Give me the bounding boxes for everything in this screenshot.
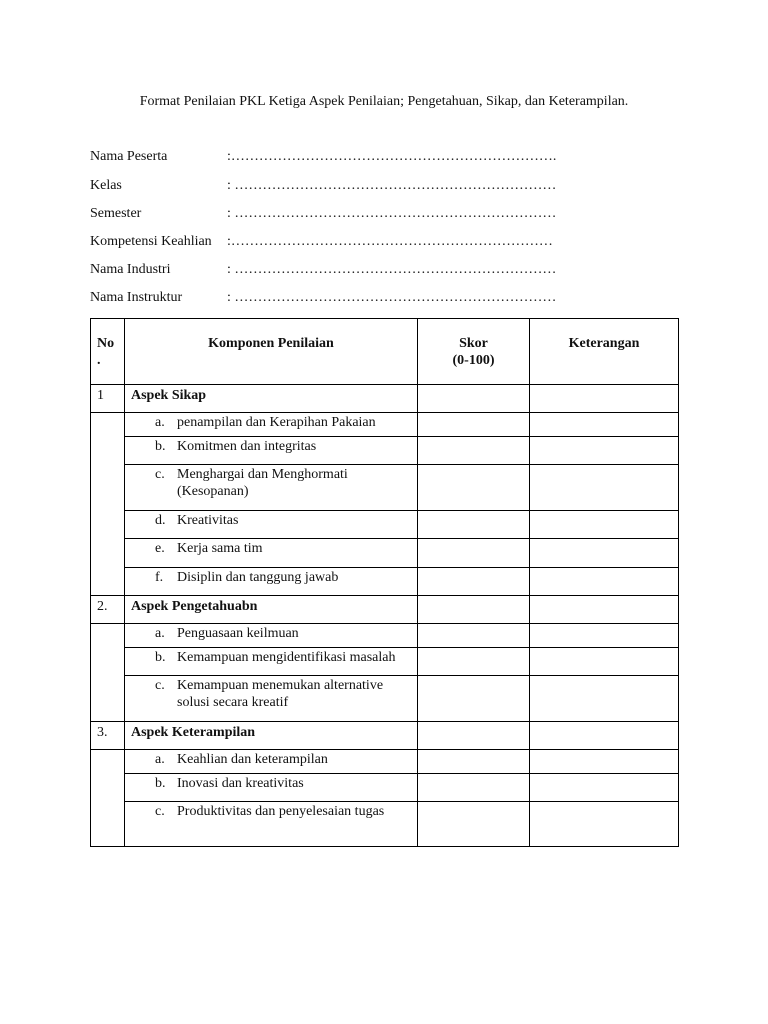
- field-value: :…………………………………………………………….: [227, 149, 557, 164]
- table-row: [91, 413, 679, 437]
- header-skor: Skor (0-100): [418, 319, 530, 385]
- item-letter: b.: [155, 776, 166, 791]
- section-title: Aspek Keterampilan: [125, 722, 418, 750]
- score-cell[interactable]: [418, 802, 530, 847]
- score-cell[interactable]: [418, 596, 530, 624]
- item-letter: a.: [155, 415, 165, 430]
- note-cell[interactable]: [530, 539, 679, 568]
- section-row-sikap: [91, 385, 679, 413]
- item-letter: c.: [155, 467, 165, 482]
- note-cell[interactable]: [530, 750, 679, 774]
- item-cell: [125, 413, 418, 437]
- item-text: Kerja sama tim: [177, 541, 263, 556]
- score-cell[interactable]: [418, 750, 530, 774]
- item-text: Keahlian dan keterampilan: [177, 752, 328, 767]
- field-nama-peserta: [90, 148, 556, 166]
- field-kompetensi-keahlian: [90, 233, 553, 251]
- field-label: Kompetensi Keahlian: [90, 234, 212, 249]
- table-row: [91, 437, 679, 465]
- header-keterangan: Keterangan: [530, 319, 679, 385]
- section-title: Aspek Sikap: [125, 385, 418, 413]
- section-number: 1: [91, 385, 125, 413]
- field-value: :……………………………………………………………: [227, 234, 553, 249]
- item-cell: [125, 750, 418, 774]
- section-row-pengetahuan: [91, 596, 679, 624]
- score-cell[interactable]: [418, 385, 530, 413]
- section-number: 3.: [91, 722, 125, 750]
- note-cell[interactable]: [530, 596, 679, 624]
- score-cell[interactable]: [418, 774, 530, 802]
- item-text: Kreativitas: [177, 513, 239, 528]
- no-cell: [91, 624, 125, 722]
- no-cell: [91, 413, 125, 596]
- table-row: [91, 568, 679, 596]
- item-text: penampilan dan Kerapihan Pakaian: [177, 415, 376, 430]
- item-letter: f.: [155, 570, 164, 585]
- field-nama-industri: [90, 261, 556, 279]
- item-letter: b.: [155, 439, 166, 454]
- item-text: Produktivitas dan penyelesaian tugas: [177, 804, 385, 819]
- note-cell[interactable]: [530, 413, 679, 437]
- note-cell[interactable]: [530, 568, 679, 596]
- item-text: Inovasi dan kreativitas: [177, 776, 304, 791]
- item-text: Menghargai dan Menghormati (Kesopanan): [177, 467, 348, 499]
- item-text: Disiplin dan tanggung jawab: [177, 570, 339, 585]
- score-cell[interactable]: [418, 676, 530, 722]
- item-letter: e.: [155, 541, 165, 556]
- field-value: : ……………………………………………………………: [227, 290, 557, 305]
- item-text: Kemampuan menemukan alternative solusi secara kreatif: [177, 678, 384, 710]
- field-label: Kelas: [90, 178, 122, 193]
- score-cell[interactable]: [418, 539, 530, 568]
- table-row: [91, 750, 679, 774]
- note-cell[interactable]: [530, 648, 679, 676]
- field-nama-instruktur: [90, 289, 556, 307]
- table-row: [91, 511, 679, 539]
- item-text: Kemampuan mengidentifikasi masalah: [177, 650, 396, 665]
- section-row-keterampilan: [91, 722, 679, 750]
- score-cell[interactable]: [418, 437, 530, 465]
- item-letter: a.: [155, 752, 165, 767]
- section-number: 2.: [91, 596, 125, 624]
- item-letter: c.: [155, 804, 165, 819]
- field-label: Nama Peserta: [90, 149, 168, 164]
- table-row: [91, 676, 679, 722]
- note-cell[interactable]: [530, 624, 679, 648]
- field-label: Semester: [90, 206, 142, 221]
- item-cell: [125, 437, 418, 465]
- item-cell: [125, 624, 418, 648]
- item-letter: a.: [155, 626, 165, 641]
- note-cell[interactable]: [530, 802, 679, 847]
- table-row: [91, 539, 679, 568]
- score-cell[interactable]: [418, 511, 530, 539]
- item-cell: [125, 539, 418, 568]
- header-no: No .: [91, 319, 125, 385]
- item-cell: [125, 568, 418, 596]
- item-cell: [125, 774, 418, 802]
- score-cell[interactable]: [418, 624, 530, 648]
- table-row: [91, 774, 679, 802]
- field-kelas: [90, 177, 556, 195]
- note-cell[interactable]: [530, 676, 679, 722]
- item-text: Penguasaan keilmuan: [177, 626, 299, 641]
- table-row: [91, 802, 679, 847]
- note-cell[interactable]: [530, 385, 679, 413]
- note-cell[interactable]: [530, 437, 679, 465]
- item-letter: d.: [155, 513, 166, 528]
- note-cell[interactable]: [530, 774, 679, 802]
- item-cell: [125, 802, 418, 847]
- item-cell: [125, 676, 418, 722]
- note-cell[interactable]: [530, 722, 679, 750]
- note-cell[interactable]: [530, 465, 679, 511]
- table-row: [91, 648, 679, 676]
- table-row: [91, 465, 679, 511]
- field-value: : ……………………………………………………………: [227, 262, 557, 277]
- score-cell[interactable]: [418, 648, 530, 676]
- item-letter: c.: [155, 678, 165, 693]
- score-cell[interactable]: [418, 413, 530, 437]
- score-cell[interactable]: [418, 465, 530, 511]
- item-text: Komitmen dan integritas: [177, 439, 317, 454]
- header-komponen-penilaian: Komponen Penilaian: [125, 319, 418, 385]
- field-semester: [90, 205, 556, 223]
- section-title: Aspek Pengetahuabn: [125, 596, 418, 624]
- assessment-table: [90, 318, 679, 847]
- no-cell: [91, 750, 125, 847]
- score-cell[interactable]: [418, 722, 530, 750]
- field-value: : ……………………………………………………………: [227, 206, 557, 221]
- document-title: Format Penilaian PKL Ketiga Aspek Penilaian; Pengetahuan, Sikap, dan Keterampilan.: [139, 94, 629, 109]
- field-label: Nama Industri: [90, 262, 171, 277]
- note-cell[interactable]: [530, 511, 679, 539]
- score-cell[interactable]: [418, 568, 530, 596]
- item-cell: [125, 511, 418, 539]
- item-letter: b.: [155, 650, 166, 665]
- table-header-row: [91, 319, 679, 385]
- item-cell: [125, 465, 418, 511]
- field-label: Nama Instruktur: [90, 290, 183, 305]
- item-cell: [125, 648, 418, 676]
- field-value: : ……………………………………………………………: [227, 178, 557, 193]
- table-row: [91, 624, 679, 648]
